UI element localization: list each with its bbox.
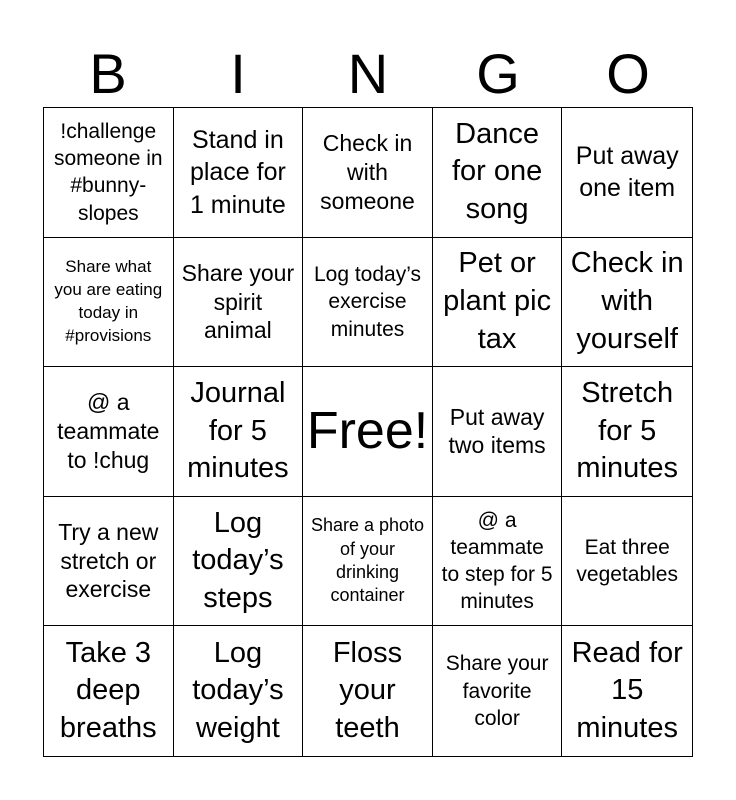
header-letter-n: N [347,42,389,105]
bingo-cell[interactable] [174,108,304,238]
cell-text: Read for 15 minutes [571,636,683,745]
bingo-cell[interactable] [303,497,433,627]
cell-text: Check in with someone [320,130,415,214]
cell-text: Log today’s weight [192,636,284,745]
bingo-cell[interactable] [174,626,304,756]
cell-text: Share a photo of your drinking container [310,515,425,606]
header-letter-b: B [89,42,127,105]
bingo-cell[interactable] [174,367,304,497]
cell-text: Journal for 5 minutes [187,376,289,485]
bingo-cell[interactable] [562,497,692,627]
free-text: Free! [306,402,429,461]
cell-text: Stand in place for 1 minute [189,125,286,219]
bingo-cell[interactable] [562,367,692,497]
bingo-cell[interactable] [562,108,692,238]
cell-text: Eat three vegetables [576,535,678,587]
bingo-cell[interactable] [433,497,563,627]
bingo-cell[interactable] [44,367,174,497]
header-letter-g: G [476,42,520,105]
bingo-cell[interactable] [433,238,563,368]
cell-text: Try a new stretch or exercise [58,518,159,603]
bingo-cell[interactable] [44,238,174,368]
bingo-header [43,40,693,108]
cell-text: Put away one item [575,141,679,203]
bingo-cell[interactable] [44,497,174,627]
cell-text: Share what you are eating today in #provisions [54,257,163,345]
cell-text: Check in with yourself [570,247,684,355]
cell-text: Take 3 deep breaths [59,636,157,745]
cell-text: Share your favorite color [445,652,549,730]
cell-text: Stretch for 5 minutes [576,376,678,485]
bingo-board [43,107,693,757]
bingo-cell[interactable] [44,108,174,238]
cell-text: @ a teammate to !chug [57,389,160,473]
bingo-cell[interactable] [433,367,563,497]
cell-text: Log today’s exercise minutes [313,262,421,341]
cell-text: Put away two items [448,403,546,459]
bingo-cell[interactable] [44,626,174,756]
bingo-cell[interactable] [433,626,563,756]
cell-text: @ a teammate to step for 5 minutes [441,508,553,614]
free-space[interactable] [303,367,433,497]
bingo-cell[interactable] [303,238,433,368]
header-letter-o: O [606,42,650,105]
cell-text: Floss your teeth [332,636,403,745]
bingo-cell[interactable] [433,108,563,238]
cell-text: Share your spirit animal [181,259,295,344]
bingo-cell[interactable] [303,626,433,756]
bingo-cell[interactable] [562,626,692,756]
bingo-cell[interactable] [174,238,304,368]
cell-text: Dance for one song [451,117,543,226]
bingo-cell[interactable] [174,497,304,627]
cell-text: Pet or plant pic tax [443,247,552,355]
cell-text: Log today’s steps [192,506,284,614]
header-letter-i: I [230,42,246,105]
cell-text: !challenge someone in #bunny-slopes [54,119,163,225]
bingo-cell[interactable] [562,238,692,368]
bingo-cell[interactable] [303,108,433,238]
